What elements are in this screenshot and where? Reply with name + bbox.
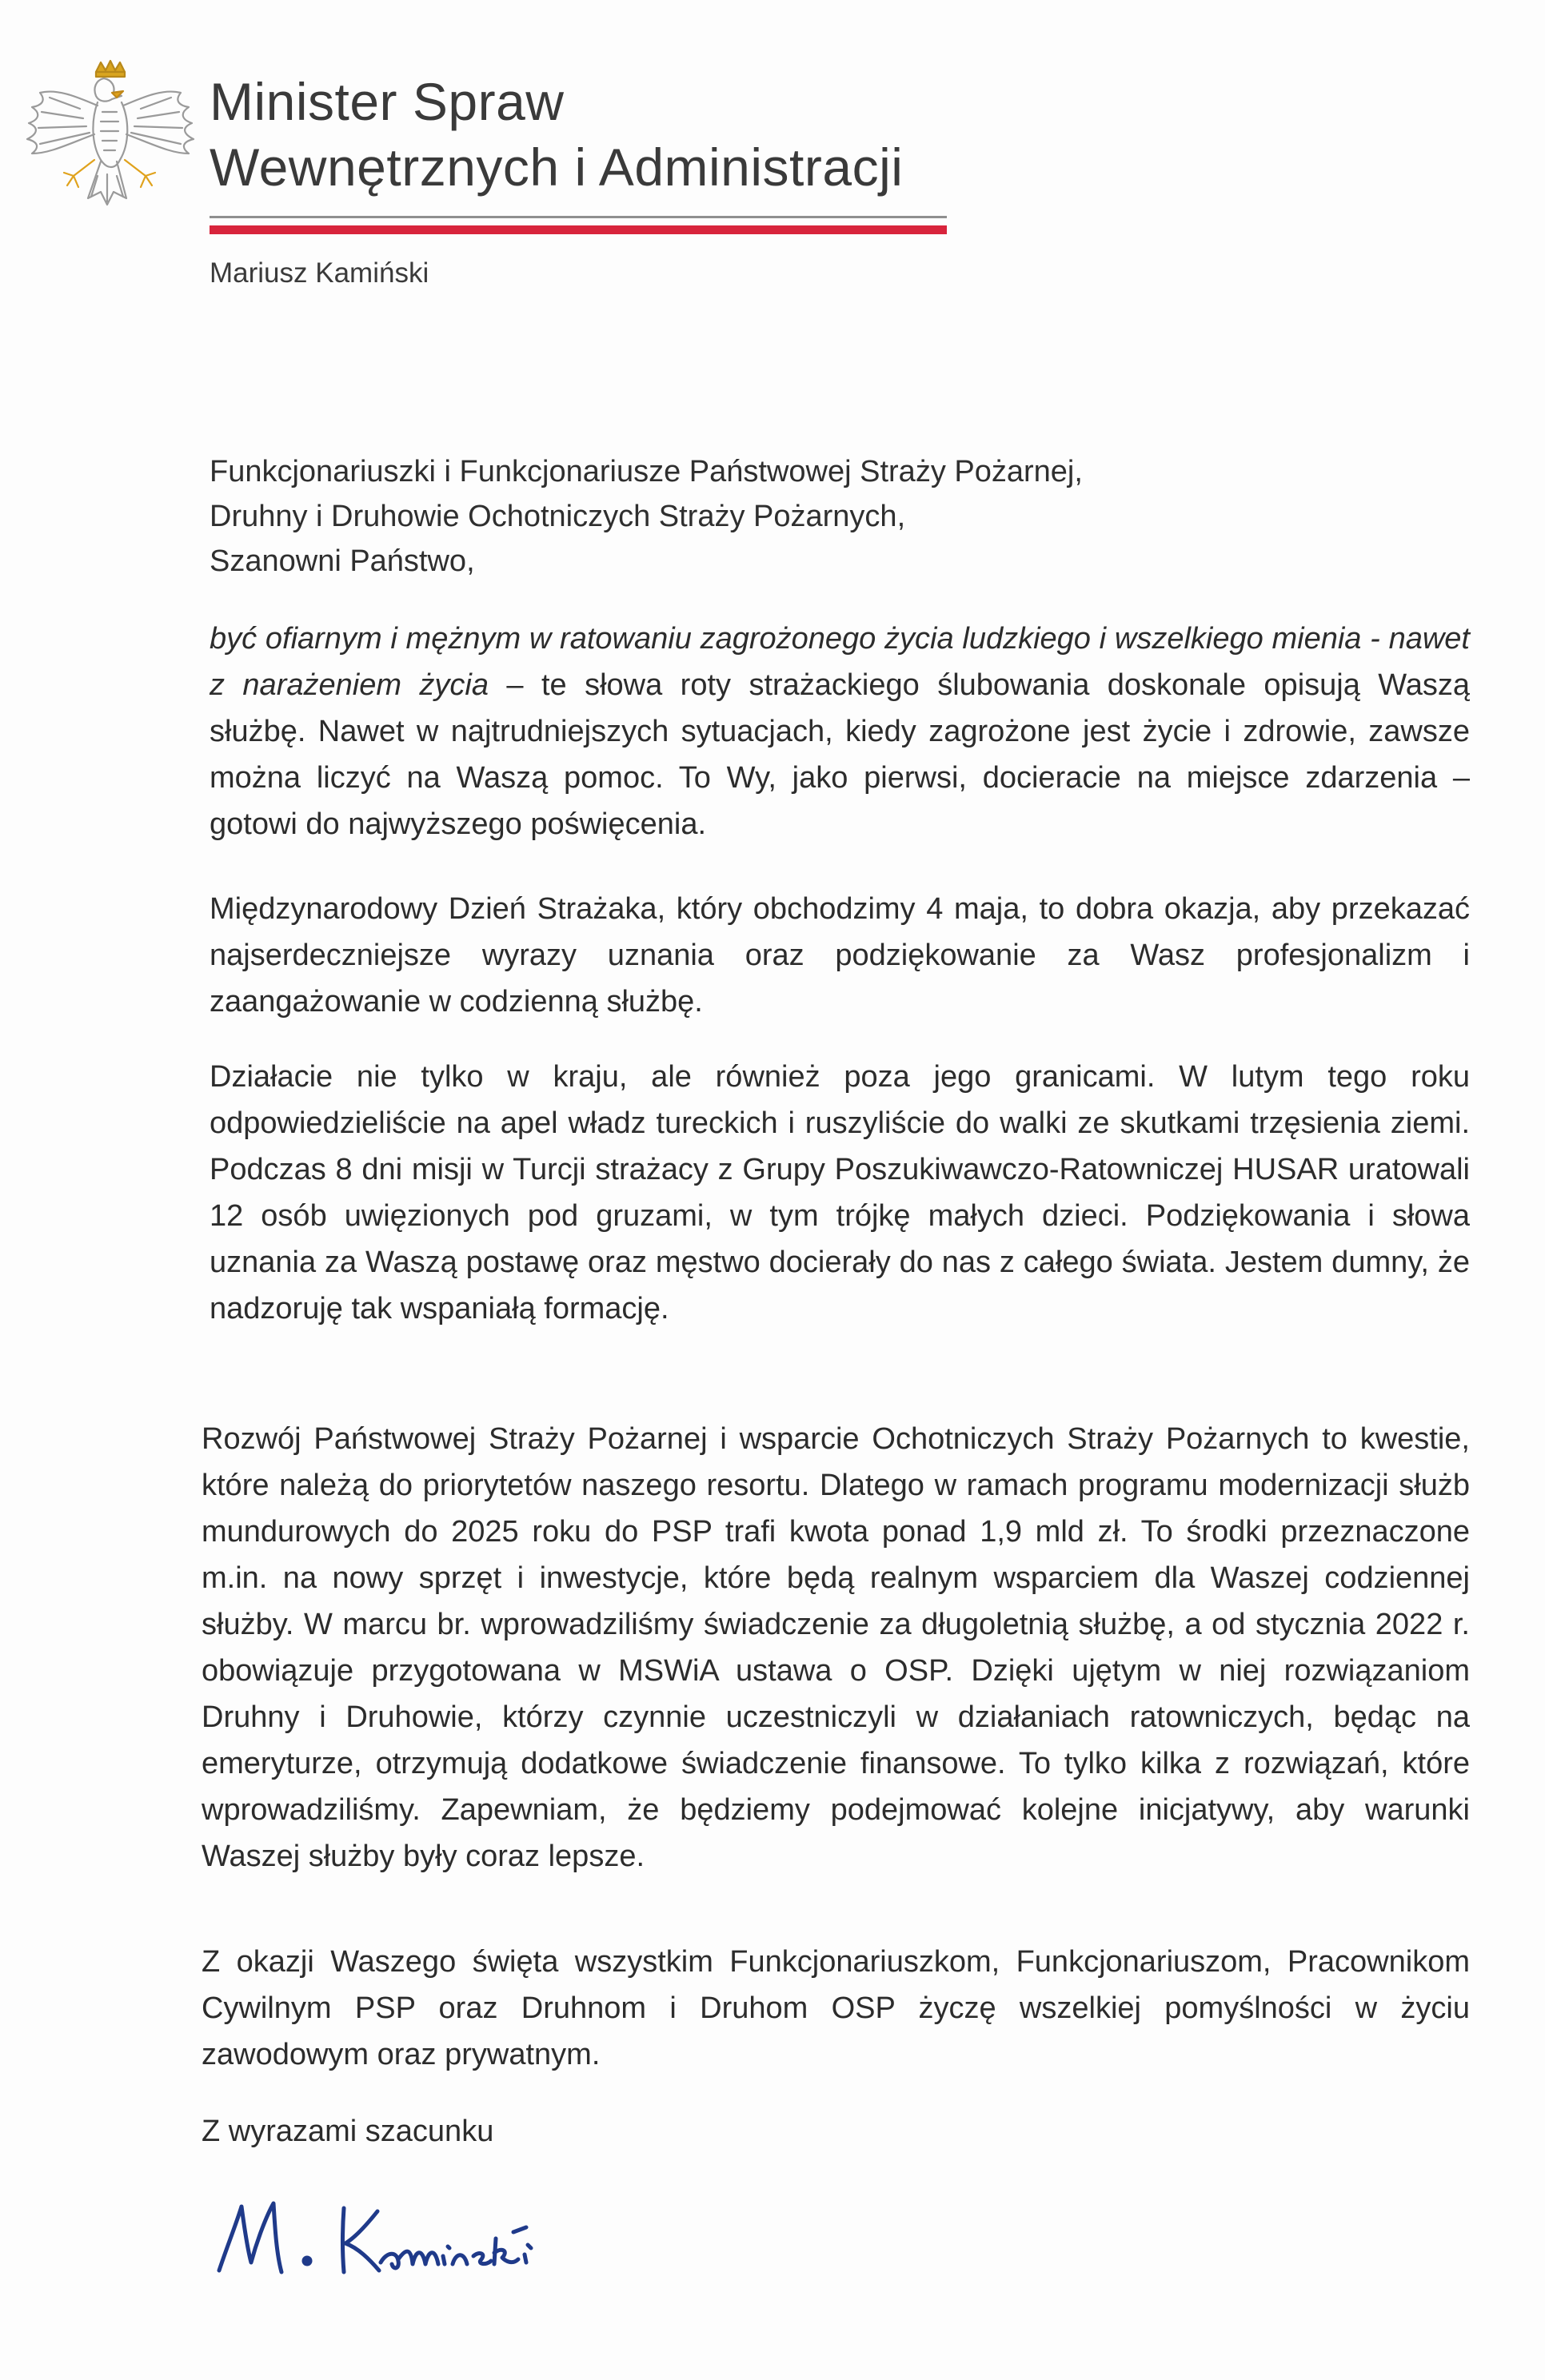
salutation-line-2: Druhny i Druhowie Ochotniczych Straży Pożarnych, (210, 500, 906, 533)
minister-name: Mariusz Kamiński (210, 257, 429, 289)
paragraph-1-text: – te słowa roty strażackiego ślubowania doskonale opisują Waszą służbę. Nawet w najtrudniejszych sytuacjach, kiedy zagrożone jest życie i zdrowie, zawsze można liczyć na Waszą pomoc. To Wy, jako pierwsi, docieracie na miejsce zdarzenia – gotowi do najwyższego poświęcenia. (210, 668, 1470, 841)
closing-phrase: Z wyrazami szacunku (202, 2115, 494, 2148)
salutation-line-3: Szanowni Państwo, (210, 544, 475, 578)
paragraph-4: Rozwój Państwowej Straży Pożarnej i wsparcie Ochotniczych Straży Pożarnych to kwestie, które należą do priorytetów naszego resortu. Dlatego w ramach programu modernizacji służb mundurowych do 2025 roku do PSP trafi kwota ponad 1,9 mld zł. To środki przeznaczone m.in. na nowy sprzęt i inwestycje, które będą realnym wsparciem dla Waszej codziennej służby. W marcu br. wprowadziliśmy świadczenie za długoletnią służbę, a od stycznia 2022 r. obowiązuje przygotowana w MSWiA ustawa o OSP. Dzięki ujętym w niej rozwiązaniom Druhny i Druhowie, którzy czynnie uczestniczyli w działaniach ratowniczych, będąc na emeryturze, otrzymują dodatkowe świadczenie finansowe. To tylko kilka z rozwiązań, które wprowadziliśmy. Zapewniam, że będziemy podejmować kolejne inicjatywy, aby warunki Waszej służby były coraz lepsze. (202, 1422, 1470, 1873)
oath-quote: być ofiarnym i mężnym w ratowaniu zagrożonego życia ludzkiego i wszelkiego mienia - nawet z narażeniem życia (210, 622, 1470, 702)
ministry-title-line2: Wewnętrznych i Administracji (210, 138, 904, 197)
paragraph-2: Międzynarodowy Dzień Strażaka, który obchodzimy 4 maja, to dobra okazja, aby przekazać najserdeczniejsze wyrazy uznania oraz podziękowanie za Wasz profesjonalizm i zaangażowanie w codzienną służbę. (210, 892, 1470, 1019)
ministry-title-line1: Minister Spraw (210, 72, 565, 131)
salutation (210, 449, 1489, 584)
header-divider-gray (210, 216, 947, 218)
polish-eagle-emblem-icon (18, 56, 202, 240)
paragraph-5: Z okazji Waszego święta wszystkim Funkcjonariuszkom, Funkcjonariuszom, Pracownikom Cywilnym PSP oraz Druhnom i Druhom OSP życzę wszelkiej pomyślności w życiu zawodowym oraz prywatnym. (202, 1945, 1470, 2071)
handwritten-signature (210, 2175, 657, 2286)
ministry-title (210, 69, 1009, 200)
paragraph-3: Działacie nie tylko w kraju, ale również poza jego granicami. W lutym tego roku odpowiedzieliście na apel władz tureckich i ruszyliście do walki ze skutkami trzęsienia ziemi. Podczas 8 dni misji w Turcji strażacy z Grupy Poszukiwawczo-Ratowniczej HUSAR uratowali 12 osób uwięzionych pod gruzami, w tym trójkę małych dzieci. Podziękowania i słowa uznania za Waszą postawę oraz męstwo docierały do nas z całego świata. Jestem dumny, że nadzoruję tak wspaniałą formację. (210, 1060, 1470, 1326)
header-divider-red (210, 225, 947, 234)
salutation-line-1: Funkcjonariuszki i Funkcjonariusze Państwowej Straży Pożarnej, (210, 455, 1083, 488)
paragraph-1 (210, 616, 1470, 847)
